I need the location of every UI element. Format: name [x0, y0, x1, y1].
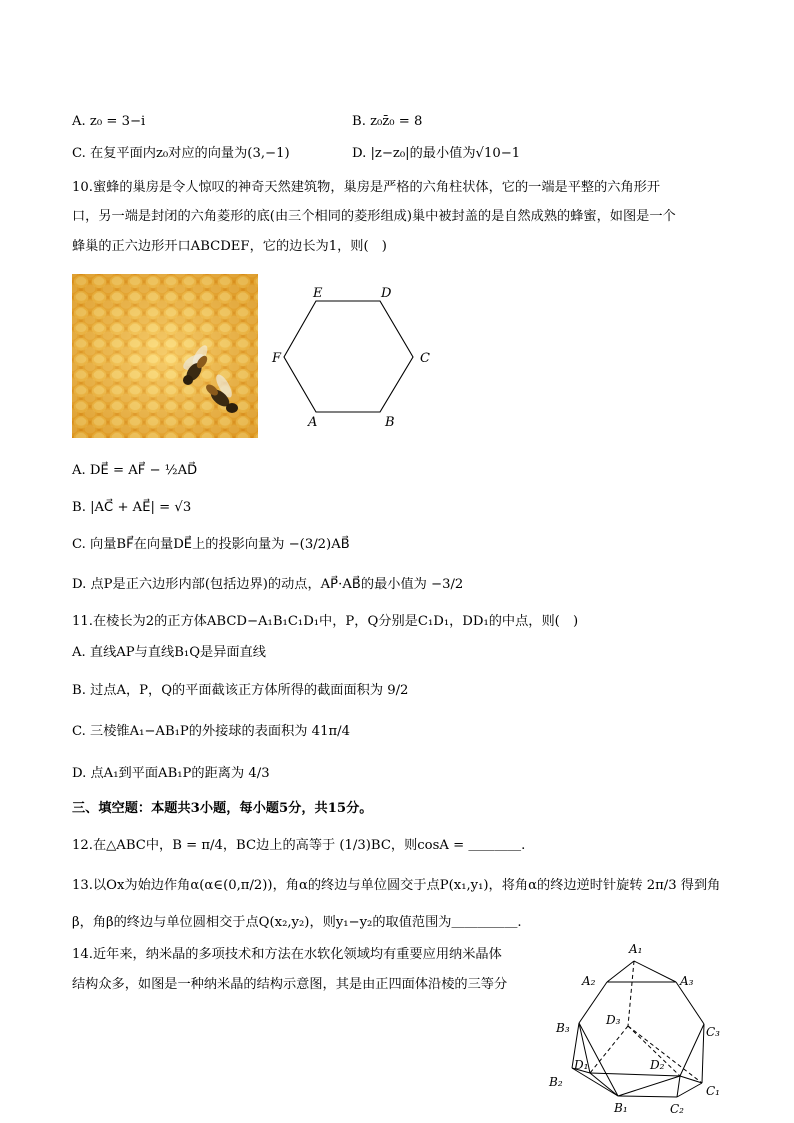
q11-option-d: D. 点A₁到平面AB₁P的距离为 4/3: [72, 766, 270, 781]
label-b1: B₁: [614, 1101, 628, 1115]
q10-option-b: B. |AC⃗ + AE⃗| = √3: [72, 500, 192, 515]
hex-label-c: C: [420, 351, 430, 366]
q9-option-c: C. 在复平面内z₀对应的向量为(3,−1): [72, 146, 290, 161]
hexagon-figure: [268, 282, 438, 432]
q9-option-d: D. |z−z₀|的最小值为√10−1: [352, 146, 521, 161]
q10-option-a: A. DE⃗ = AF⃗ − ½AD⃗: [72, 463, 198, 478]
honeycomb-photo: [72, 274, 258, 438]
hex-label-f: F: [272, 351, 282, 366]
q11-stem: 11.在棱长为2的正方体ABCD−A₁B₁C₁D₁中，P，Q分别是C₁D₁，DD₁的中点，则( ): [72, 614, 579, 629]
hex-label-e: E: [313, 286, 323, 301]
label-c3: C₃: [706, 1025, 720, 1039]
hex-label-a: A: [308, 415, 318, 430]
label-a3: A₃: [680, 974, 694, 988]
q14-line2: 结构众多，如图是一种纳米晶的结构示意图，其是由正四面体沿棱的三等分: [72, 977, 508, 992]
label-b3: B₃: [556, 1021, 570, 1035]
q11-option-b: B. 过点A，P，Q的平面截该正方体所得的截面面积为 9/2: [72, 683, 409, 698]
q11-option-c: C. 三棱锥A₁−AB₁P的外接球的表面积为 41π/4: [72, 724, 350, 739]
label-d1: D₁: [574, 1058, 589, 1072]
q10-stem-line1: 10.蜜蜂的巢房是令人惊叹的神奇天然建筑物，巢房是严格的六角柱状体，它的一端是平整的六角形开: [72, 180, 661, 195]
q10-option-d: D. 点P是正六边形内部(包括边界)的动点，AP⃗·AB⃗的最小值为 −3/2: [72, 577, 464, 592]
hex-label-d: D: [381, 286, 392, 301]
label-d2: D₂: [650, 1058, 665, 1072]
label-c2: C₂: [670, 1102, 684, 1116]
label-b2: B₂: [549, 1075, 563, 1089]
q10-stem-line3: 蜂巢的正六边形开口ABCDEF，它的边长为1，则( ): [72, 239, 387, 254]
label-a1: A₁: [629, 942, 643, 956]
hexagon-shape: [284, 301, 413, 412]
q9-option-a: A. z₀ = 3−i: [72, 114, 146, 129]
label-a2: A₂: [582, 974, 596, 988]
q11-option-a: A. 直线AP与直线B₁Q是异面直线: [72, 645, 266, 660]
q9-option-b: B. z₀z̄₀ = 8: [352, 114, 423, 129]
q13-line2: β，角β的终边与单位圆相交于点Q(x₂,y₂)，则y₁−y₂的取值范围为＿＿＿＿＿.: [72, 915, 522, 930]
q12-text: 12.在△ABC中，B = π/4，BC边上的高等于 (1/3)BC，则cosA = ＿＿＿＿.: [72, 838, 526, 853]
q10-stem-line2: 口，另一端是封闭的六角菱形的底(由三个相同的菱形组成)巢中被封盖的是自然成熟的蜂蜜，如图是一个: [72, 209, 676, 224]
q10-option-c: C. 向量BF⃗在向量DE⃗上的投影向量为 −(3/2)AB⃗: [72, 537, 350, 552]
q14-line1: 14.近年来，纳米晶的多项技术和方法在水软化领域均有重要应用纳米晶体: [72, 947, 502, 962]
nanocrystal-figure: [544, 938, 734, 1118]
label-d3: D₃: [606, 1013, 621, 1027]
label-c1: C₁: [706, 1084, 720, 1098]
q13-line1: 13.以Ox为始边作角α(α∈(0,π/2))，角α的终边与单位圆交于点P(x₁,y₁)，将角α的终边逆时针旋转 2π/3 得到角: [72, 878, 721, 893]
section-heading: 三、填空题：本题共3小题，每小题5分，共15分。: [72, 801, 373, 816]
hex-label-b: B: [385, 415, 395, 430]
